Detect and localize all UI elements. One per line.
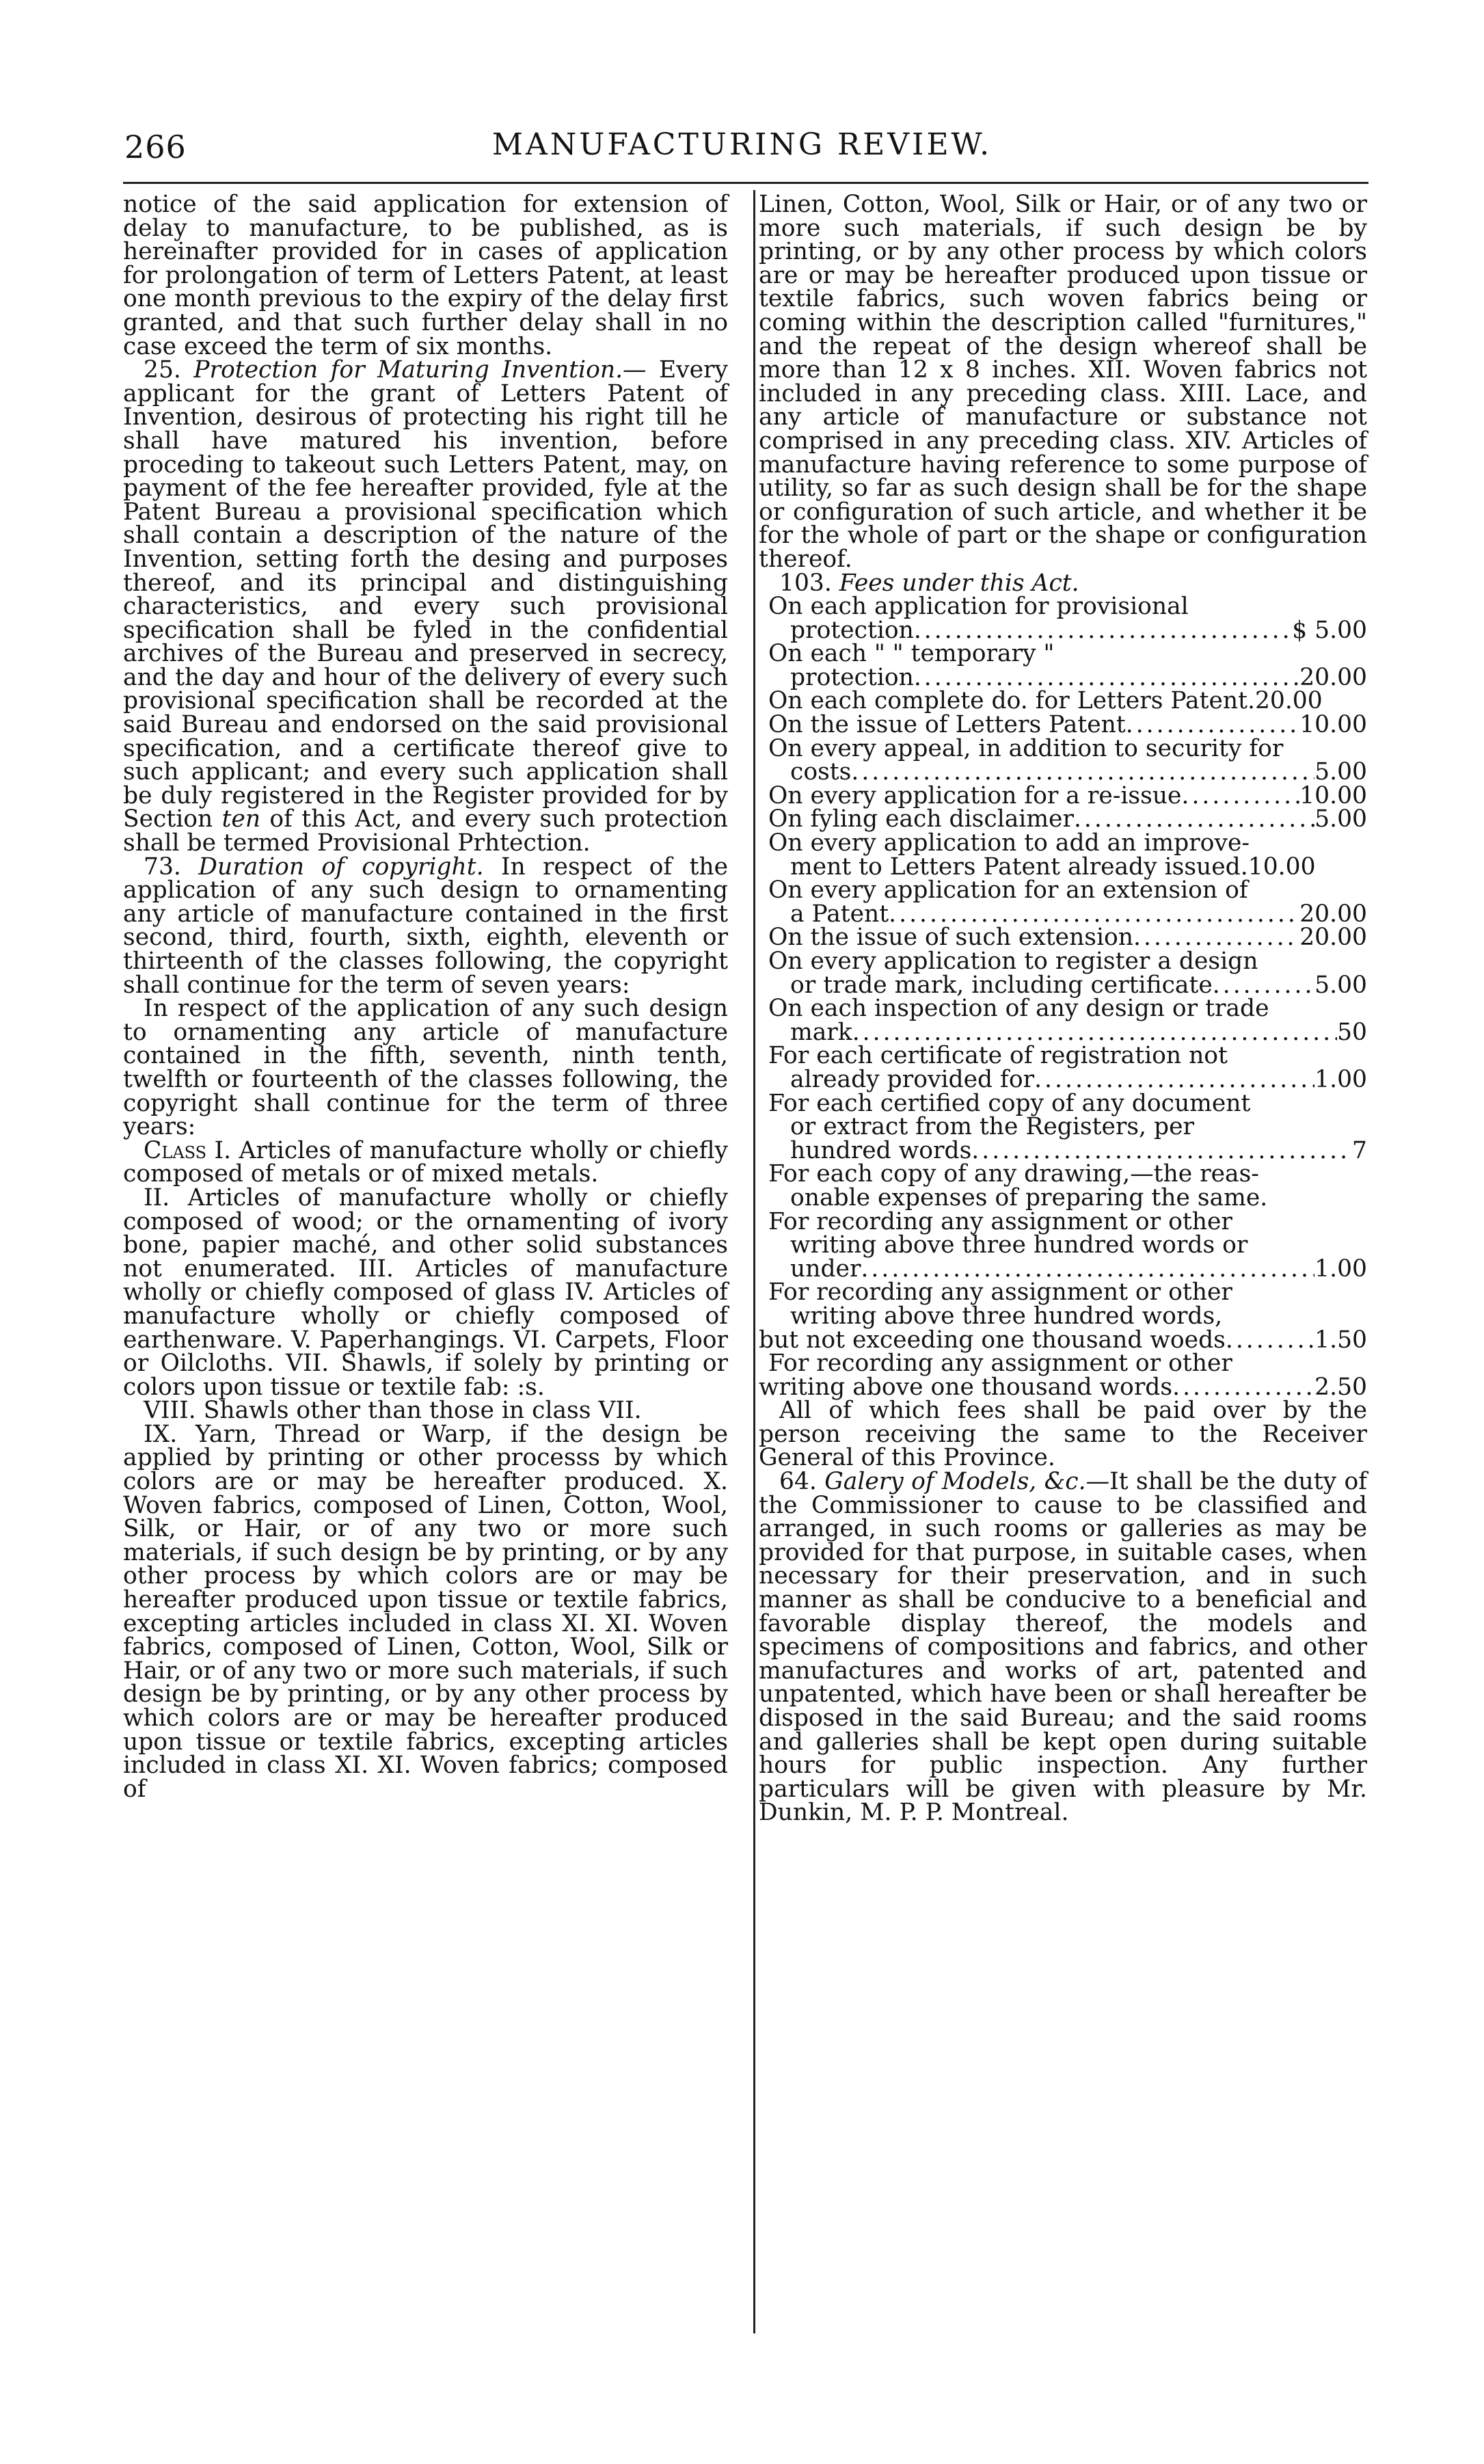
fee-line: On each inspection of any design or trade	[768, 995, 1269, 1023]
leader-dots	[1133, 926, 1299, 950]
fee-item	[759, 1044, 1367, 1091]
fee-line: writing above three hundred words,	[790, 1302, 1223, 1330]
class-word: Class	[144, 1136, 207, 1164]
fee-amount: 7	[1352, 1136, 1367, 1164]
fee-label: costs	[790, 758, 852, 786]
fee-amount: $ 5.00	[1292, 616, 1367, 644]
section-title: Fees under this Act.	[839, 569, 1079, 597]
fee-item	[759, 997, 1367, 1044]
header-rule	[123, 182, 1368, 184]
paragraph-fees-paid: All of which fees shall be paid over by the person receiving the same to the Receiver General of this Province.	[759, 1397, 1367, 1472]
section-number: 64.	[779, 1468, 817, 1496]
section-title: Protection for Maturing Invention.—	[193, 356, 647, 384]
fee-amount: 50	[1337, 1018, 1367, 1046]
leader-dots	[1172, 1376, 1314, 1400]
running-head: MANUFACTURING REVIEW.	[491, 127, 993, 162]
class-ix-to-xi: IX. Yarn, Thread or Warp, if the design be applied by printing or other processs by which colors are or may be hereafter produced. X. Woven fabrics, composed of Linen, Cotton, Wool, Silk, or Hair, or of any two or more such materials, if such design be by printing, or by any other process by which colors are or may be hereafter produced upon tissue or textile fabrics, excepting articles included in class XI. XI. Woven fabrics, composed of Linen, Cotton, Wool, Silk or Hair, or of any two or more such materials, if such design be by printing, or by any other process by which colors are or may be hereafter produced upon tissue or textile fabrics, excepting articles included in class XI. XI. Woven fabrics; composed of	[123, 1420, 728, 1803]
leader-dots	[851, 760, 1314, 784]
fee-label: On fyling each disclaimer	[768, 805, 1074, 833]
section-body: Every applicant for the grant of Letters Patent of Invention, desirous of protecting his right till he shall have matured his invention, before proceding to takeout such Letters Patent, may, on payment of the fee hereafter provided, fyle at the Patent Bureau a provisional specification which shall contain a description of the nature of the Invention, setting forth the desing and purposes thereof, and its principal and distinguishing characteristics, and every such provisional specification shall be fyled in the confidential archives of the Bureau and preserved in secrecy, and the day and hour of the delivery of every such provisional specification shall be recorded at the said Bureau and endorsed on the said provisional specification, and a certificate thereof give to such applicant; and every such application shall be duly registered in the Register provided for by Section	[123, 356, 729, 833]
fee-label: but not exceeding one thousand woeds	[759, 1326, 1226, 1354]
paragraph-classes-continued: Linen, Cotton, Wool, Silk or Hair, or of any two or more such materials, if such design be by printing, or by any other process by which colors are or may be hereafter produced upon tissue or textile fabrics, such woven fabrics being or coming within the description called "furnitures," and the repeat of the design whereof shall be more than 12 x 8 inches. XII. Woven fabrics not included in any preceding class. XIII. Lace, and any article of manufacture or substance not comprised in any preceding class. XIV. Articles of manufacture having reference to some purpose of utility, so far as such design shall be for the shape or configuration of such article, and whether it be for the whole of part or the shape or configuration thereof.	[759, 191, 1367, 573]
section-73	[123, 855, 728, 997]
fee-line: writing above three hundred words or	[790, 1231, 1248, 1259]
section-body: It shall be the duty of the Commissioner to cause to be classified and arranged, in such rooms or galleries as may be provided for that purpose, in suitable cases, when necessary for their preservation, and in such manner as shall be conducive to a beneficial and favorable display thereof, the models and specimens of compositions and fabrics, and other manufactures and works of art, patented and unpatented, which have been or shall hereafter be disposed in the said Bureau; and the said rooms and galleries shall be kept open during suitable hours for public inspection. Any further particulars will be given with pleasure by Mr. Dunkin, M. P. P. Montreal.	[759, 1468, 1367, 1827]
fee-amount: 10.00	[1247, 853, 1316, 881]
section-64	[759, 1470, 1367, 1825]
leader-dots	[1126, 713, 1299, 737]
section-body-tail: of this Act, and every such protection shall be termed Provisional Prhtection.	[123, 805, 729, 857]
fee-line: On every application to add an improve-	[768, 829, 1250, 857]
leader-dots	[889, 902, 1299, 926]
fee-label: On the issue of such extension	[768, 924, 1134, 952]
fee-item	[759, 713, 1367, 737]
fee-amount: 5.00	[1314, 805, 1367, 833]
left-column	[123, 193, 728, 1801]
class-ii-to-vii: II. Articles of manufacture wholly or chiefly composed of wood; or the ornamenting of ivory bone, papier maché, and other solid substances not enumerated. III. Articles of manufacture wholly or chiefly composed of glass IV. Articles of manufacture wholly or chiefly composed of earthenware. V. Paperhangings. VI. Carpets, Floor or Oilcloths. VII. Shawls, if solely by printing or colors upon tissue or textile fab: :s.	[123, 1183, 728, 1401]
fee-amount: 20.00	[1299, 900, 1367, 928]
fee-amount: 1.00	[1314, 1065, 1367, 1093]
fee-amount: 20.00	[1299, 663, 1367, 691]
leader-dots	[852, 1021, 1337, 1045]
fee-label: protection	[790, 663, 914, 691]
fee-label: On the issue of Letters Patent	[768, 711, 1126, 739]
leader-dots	[914, 666, 1299, 690]
leader-dots	[1034, 1068, 1314, 1092]
fee-amount: 20.00	[1299, 924, 1367, 952]
fee-item	[759, 781, 1367, 809]
section-number: 73.	[144, 853, 181, 881]
fee-recording-300	[759, 1207, 1367, 1283]
paragraph-three-years: In respect of the application of any such design to ornamenting any article of manufacture contained in the fifth, seventh, ninth tenth, twelfth or fourteenth of the classes following, the copyright shall continue for the term of three years:	[123, 995, 728, 1141]
fee-line: On each " " temporary "	[768, 640, 1055, 668]
section-body: In respect of the application of any such design to ornamenting any article of manufacture contained in the first second, third, fourth, sixth, eighth, eleventh or thirteenth of the classes following, the copyright shall continue for the term of seven years:	[123, 853, 729, 999]
column-divider	[753, 190, 755, 2333]
fee-line: onable expenses of preparing the same.	[790, 1183, 1268, 1211]
fee-line: For recording any assignment or other	[768, 1278, 1232, 1307]
section-25	[123, 358, 728, 855]
fee-label: protection	[790, 616, 914, 644]
fee-label: or trade mark, including certificate	[790, 971, 1213, 999]
fee-label: On every application for a re-issue	[768, 781, 1182, 809]
fee-line: For each copy of any drawing,—the reas-	[768, 1160, 1259, 1188]
fee-line: For each certified copy of any document	[768, 1089, 1251, 1117]
fee-line: or extract from the Registers, per	[790, 1113, 1194, 1141]
fee-label: hundred words	[790, 1136, 972, 1164]
fee-label: On each complete do. for Letters Patent.	[768, 687, 1255, 715]
leader-dots	[1074, 807, 1314, 831]
fee-line: On every application to register a design	[768, 948, 1258, 975]
section-103	[759, 569, 1367, 597]
fee-item	[759, 950, 1367, 997]
section-number: 103.	[779, 569, 832, 597]
fee-label: mark	[790, 1018, 852, 1046]
section-title: Duration of copyright.	[198, 853, 484, 881]
right-column	[759, 193, 1367, 1825]
fee-label: under	[790, 1255, 861, 1283]
fee-recording-1000	[759, 1278, 1367, 1354]
fee-label: already provided for	[790, 1065, 1035, 1093]
paragraph-extension-notice: notice of the said application for extension of delay to manufacture, to be published, as is hereinafter provided for in cases of application for prolongation of term of Letters Patent, at least one month previous to the expiry of the delay first granted, and that such further delay shall in no case exceed the term of six months.	[123, 191, 728, 360]
fee-line: For recording any assignment or other	[768, 1207, 1232, 1235]
fee-recording-over-1000	[759, 1352, 1367, 1399]
leader-dots	[861, 1257, 1314, 1281]
fee-amount: 20.00	[1254, 687, 1323, 715]
section-number: 25.	[144, 356, 181, 384]
fee-line: On each application for provisional	[768, 593, 1189, 621]
fee-drawing	[759, 1162, 1367, 1209]
leader-dots	[1181, 784, 1299, 808]
class-i	[123, 1136, 728, 1188]
fee-line: On every application for an extension of	[768, 876, 1248, 905]
fee-amount: 5.00	[1314, 971, 1367, 999]
fee-amount: 10.00	[1299, 711, 1367, 739]
section-title: Galery of Models, &c.—	[824, 1468, 1110, 1496]
fee-amount: 10.00	[1299, 781, 1367, 809]
leader-dots	[914, 619, 1292, 643]
fee-label: a Patent	[790, 900, 889, 928]
leader-dots	[971, 1139, 1352, 1163]
fee-line: For recording any assignment or other	[768, 1350, 1232, 1378]
fee-label: ment to Letters Patent already issued.	[790, 853, 1248, 881]
fee-amount: 1.00	[1314, 1255, 1367, 1283]
leader-dots	[1226, 1328, 1314, 1352]
fee-item	[759, 876, 1367, 928]
fee-item	[759, 595, 1367, 642]
fee-item	[759, 807, 1367, 831]
fee-line: On every appeal, in addition to security for	[768, 734, 1284, 762]
fee-item	[759, 734, 1367, 786]
fee-schedule	[759, 595, 1367, 1162]
fee-item	[759, 926, 1367, 950]
class-viii: VIII. Shawls other than those in class VII.	[144, 1397, 642, 1425]
fee-line: For each certificate of registration not	[768, 1042, 1228, 1070]
section-ref: ten	[221, 805, 261, 833]
fee-item	[759, 831, 1367, 879]
fee-amount: 5.00	[1314, 758, 1367, 786]
fee-label: writing above one thousand words	[759, 1373, 1173, 1401]
leader-dots	[1213, 974, 1314, 997]
fee-amount: 2.50	[1314, 1373, 1367, 1401]
fee-amount: 1.50	[1314, 1326, 1367, 1354]
page-number: 266	[124, 129, 187, 165]
fee-item	[759, 1089, 1367, 1164]
fee-item	[759, 689, 1367, 713]
class-i-text: I. Articles of manufacture wholly or chiefly composed of metals or of mixed metals.	[123, 1136, 728, 1188]
fee-item	[759, 642, 1367, 689]
